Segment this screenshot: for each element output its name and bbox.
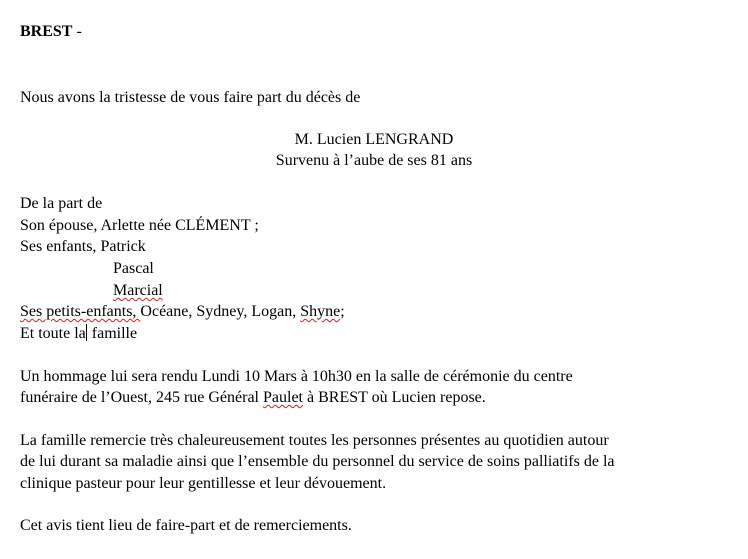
family-from: De la part de — [20, 195, 103, 212]
thanks-line-3: clinique pasteur pour leur gentillesse et leur dévouement. — [20, 475, 387, 492]
closing-text: Cet avis tient lieu de faire-part et de remerciements. — [20, 517, 352, 534]
heading-city: BREST — [20, 23, 73, 40]
grandchildren-names: Océane, Sydney, Logan, — [140, 303, 301, 320]
family-spouse: Son épouse, Arlette née CLÉMENT ; — [20, 217, 259, 234]
grandchild-last: Shyne — [300, 303, 341, 320]
thanks-line-2: de lui durant sa maladie ainsi que l’ensemble du personnel du service de soins palliatifs de la — [20, 453, 615, 470]
ceremony-line-2-end: à BREST où Lucien repose. — [303, 389, 486, 406]
street-name: Paulet — [263, 389, 303, 406]
deceased-age-line: Survenu à l’aube de ses 81 ans — [275, 152, 473, 169]
grandchildren-prefix: Ses petits-enfants, — [20, 303, 141, 320]
family-all-part1: Et toute la — [20, 325, 86, 342]
child-name: Pascal — [113, 260, 154, 277]
family-all-line — [20, 324, 137, 344]
family-all-part2: famille — [87, 325, 138, 342]
children-prefix: Ses enfants, — [20, 238, 101, 255]
child-name — [113, 281, 163, 301]
ceremony-line-2-start: funéraire de l’Ouest, 245 rue Général — [20, 389, 263, 406]
family-grandchildren-line — [20, 302, 345, 322]
ceremony-line-1: Un hommage lui sera rendu Lundi 10 Mars à 10h30 en la salle de cérémonie du centre — [20, 368, 573, 385]
thanks-line-1: La famille remercie très chaleureusement toutes les personnes présentes au quotidien autour — [20, 432, 609, 449]
deceased-name: M. Lucien LENGRAND — [294, 131, 454, 148]
intro-text: Nous avons la tristesse de vous faire part du décès de — [20, 89, 361, 106]
ceremony-line-2 — [20, 388, 486, 408]
heading-dash: - — [72, 23, 82, 40]
child-name: Patrick — [100, 238, 146, 255]
heading-line — [20, 22, 82, 42]
grandchildren-end: ; — [340, 303, 345, 320]
spellcheck-word: Marcial — [113, 282, 163, 299]
family-children-line — [20, 237, 146, 257]
